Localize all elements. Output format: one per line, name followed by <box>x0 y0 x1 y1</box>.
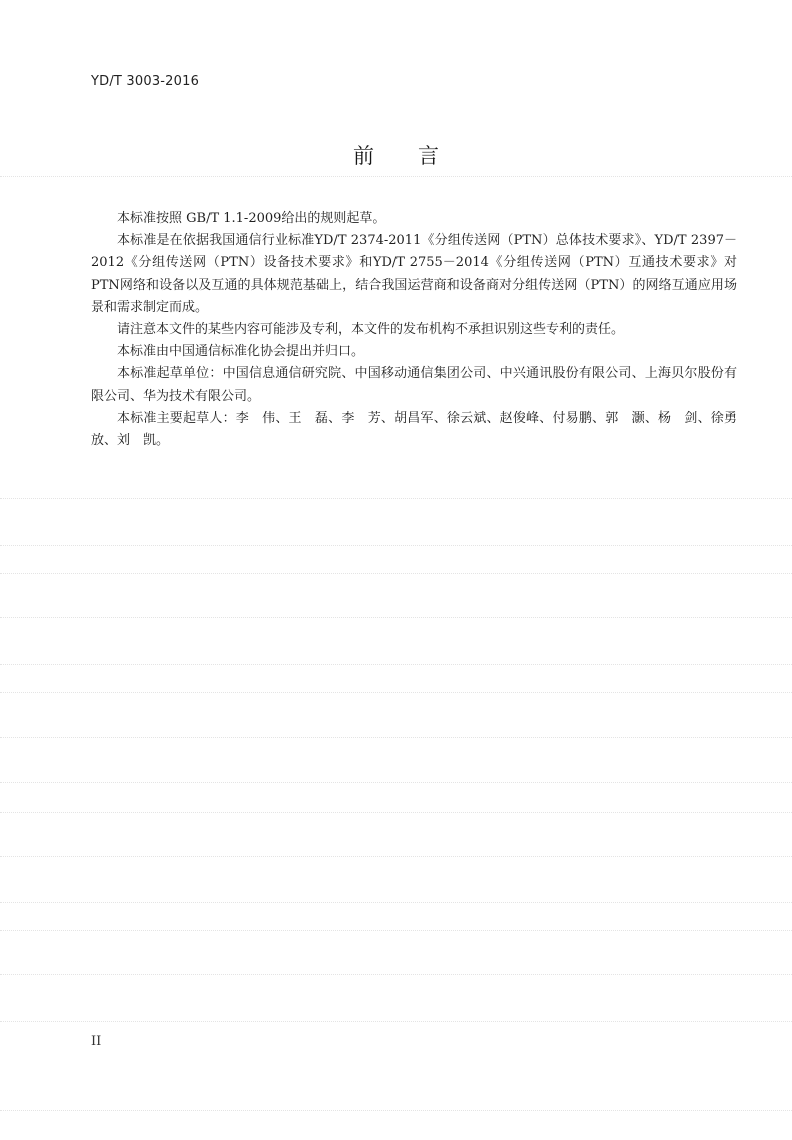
scan-line <box>0 930 792 931</box>
paragraph-basis: 本标准是在依据我国通信行业标准YD/T 2374-2011《分组传送网（PTN）总体技术要求》、YD/T 2397－2012《分组传送网（PTN）设备技术要求》和YD/T 2755－2014《分组传送网（PTN）互通技术要求》对PTN网络和设备以及互通的具体规范基础上，结合我国运营商和设备商对分组传送网（PTN）的网络互通应用场景和需求制定而成。 <box>91 233 737 315</box>
scan-line <box>0 176 792 177</box>
scan-line <box>0 902 792 903</box>
page-title <box>0 140 792 170</box>
title-char-second: 言 <box>418 144 439 168</box>
paragraph-drafting-units: 本标准起草单位：中国信息通信研究院、中国移动通信集团公司、中兴通讯股份有限公司、上海贝尔股份有限公司、华为技术有限公司。 <box>91 366 737 404</box>
page-number: II <box>91 1034 102 1049</box>
scan-line <box>0 812 792 813</box>
scan-line <box>0 617 792 618</box>
foreword-body <box>91 208 737 452</box>
title-char-first: 前 <box>353 144 374 168</box>
scan-line <box>0 782 792 783</box>
document-code: YD/T 3003-2016 <box>91 74 200 89</box>
paragraph-drafters: 本标准主要起草人：李 伟、王 磊、李 芳、胡昌军、徐云斌、赵俊峰、付易鹏、郭 灏、杨 剑、徐勇放、刘 凯。 <box>91 410 737 449</box>
paragraph-drafting-rules: 本标准按照 GB/T 1.1-2009给出的规则起草。 <box>117 211 386 226</box>
scan-line <box>0 1110 792 1111</box>
scan-line <box>0 974 792 975</box>
scan-line <box>0 1021 792 1022</box>
scan-line <box>0 573 792 574</box>
scan-line <box>0 856 792 857</box>
scan-line <box>0 692 792 693</box>
paragraph-proposer: 本标准由中国通信标准化协会提出并归口。 <box>117 344 365 360</box>
scan-line <box>0 737 792 738</box>
scan-line <box>0 498 792 499</box>
scan-line <box>0 545 792 546</box>
paragraph-patent-notice: 请注意本文件的某些内容可能涉及专利，本文件的发布机构不承担识别这些专利的责任。 <box>117 322 625 338</box>
scan-line <box>0 664 792 665</box>
